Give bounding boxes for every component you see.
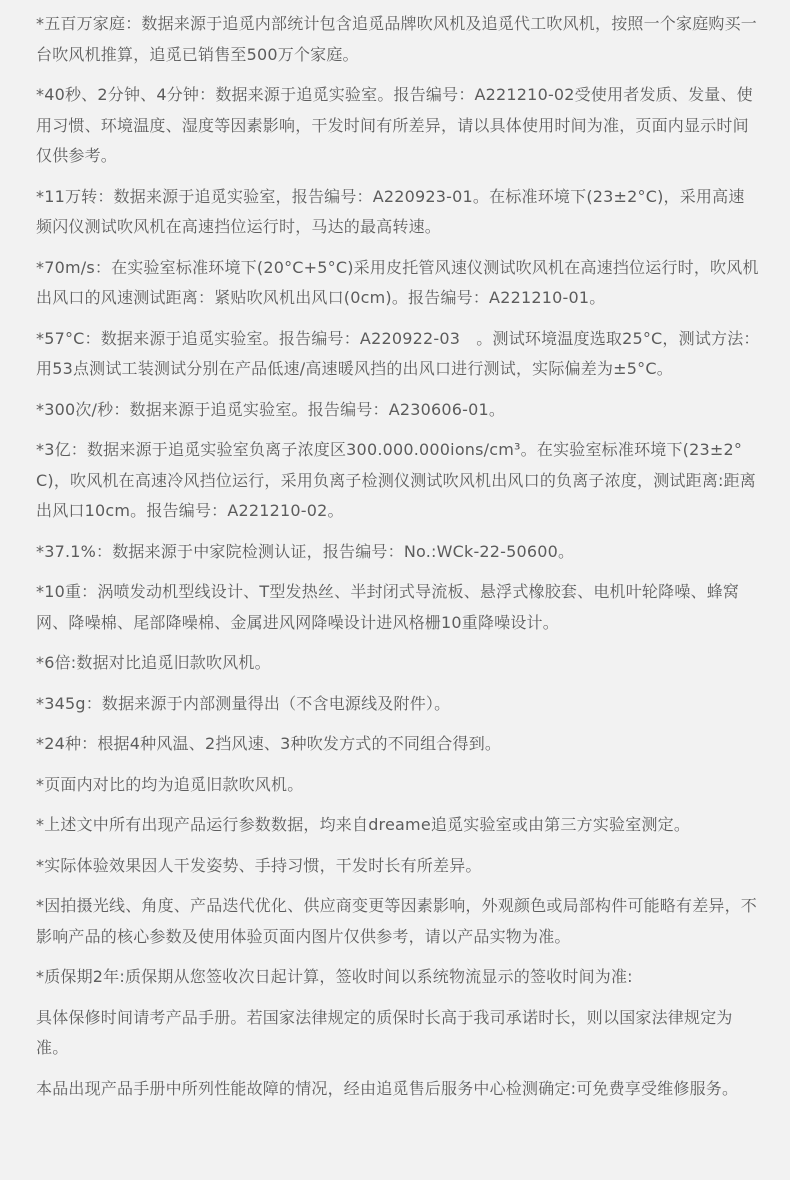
note-six-times: *6倍:数据对比追觅旧款吹风机。 [36, 653, 271, 672]
note-wind-speed: *70m/s：在实验室标准环境下(20°C+5°C)采用皮托管风速仪测试吹风机在高速挡位运行时，吹风机出风口的风速测试距离：紧贴吹风机出风口(0cm)。报告编号：A221210-01。 [36, 257, 759, 307]
note-actual-experience: *实际体验效果因人干发姿势、手持习惯，干发时长有所差异。 [36, 855, 482, 875]
note-motor-speed: *11万转：数据来源于追觅实验室，报告编号：A220923-01。在标准环境下(23±2°C)，采用高速频闪仪测试吹风机在高速挡位运行时，马达的最高转速。 [36, 186, 745, 236]
note-temperature: *57°C：数据来源于追觅实验室。报告编号：A220922-03 。测试环境温度选取25°C，测试方法：用53点测试工装测试分别在产品低速/高速暖风挡的出风口进行测试，实际偏差为±5°C。 [36, 328, 760, 378]
note-free-repair: 本品出现产品手册中所列性能故障的情况，经由追觅售后服务中心检测确定:可免费享受维修服务。 [36, 1078, 739, 1098]
note-comparison: *页面内对比的均为追觅旧款吹风机。 [36, 774, 304, 794]
note-five-million-households: *五百万家庭：数据来源于追觅内部统计包含追觅品牌吹风机及追觅代工吹风机，按照一个家庭购买一台吹风机推算，追觅已销售至500万个家庭。 [36, 14, 758, 64]
note-photo-disclaimer: *因拍摄光线、角度、产品迭代优化、供应商变更等因素影响，外观颜色或局部构件可能略有差异，不影响产品的核心参数及使用体验页面内图片仅供参考，请以产品实物为准。 [36, 896, 758, 946]
note-warranty-period: *质保期2年:质保期从您签收次日起计算，签收时间以系统物流显示的签收时间为准: [36, 967, 633, 986]
note-temperature-control-frequency: *300次/秒：数据来源于追觅实验室。报告编号：A230606-01。 [36, 399, 506, 419]
note-certification: *37.1%：数据来源于中家院检测认证，报告编号：No.:WCk-22-50600。 [36, 541, 575, 561]
note-parameter-source: *上述文中所有出现产品运行参数数据，均来自dreame追觅实验室或由第三方实验室测定。 [36, 815, 691, 834]
note-combinations: *24种：根据4种风温、2挡风速、3种吹发方式的不同组合得到。 [36, 734, 502, 753]
note-weight: *345g：数据来源于内部测量得出（不含电源线及附件）。 [36, 693, 451, 713]
note-warranty-details: 具体保修时间请考产品手册。若国家法律规定的质保时长高于我司承诺时长，则以国家法律规定为准。 [36, 1007, 733, 1057]
note-drying-time: *40秒、2分钟、4分钟：数据来源于追觅实验室。报告编号：A221210-02受使用者发质、发量、使用习惯、环境温度、湿度等因素影响，干发时间有所差异，请以具体使用时间为准，页面内显示时间仅供参考。 [36, 85, 753, 165]
note-negative-ions: *3亿：数据来源于追觅实验室负离子浓度区300.000.000ions/cm³。在实验室标准环境下(23±2°C)，吹风机在高速冷风挡位运行，采用负离子检测仪测试吹风机出风口的负离子浓度，测试距离:距离出风口10cm。报告编号：A221210-02。 [36, 440, 757, 520]
note-noise-reduction: *10重：涡喷发动机型线设计、T型发热丝、半封闭式导流板、悬浮式橡胶套、电机叶轮降噪、蜂窝网、降噪棉、尾部降噪棉、金属进风网降噪设计进风格栅10重降噪设计。 [36, 582, 740, 632]
